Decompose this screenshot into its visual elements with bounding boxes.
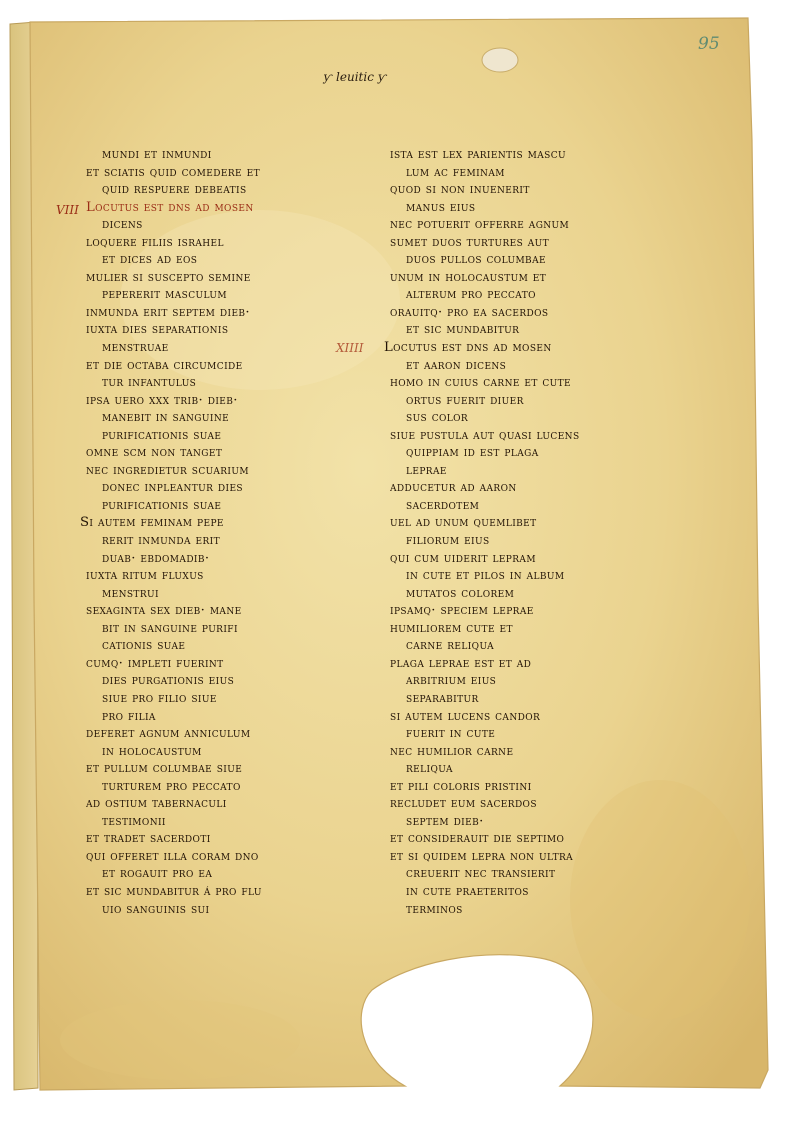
text-line: in cute et pilos in album — [406, 568, 565, 584]
text-line: leprae — [406, 462, 447, 478]
text-line: dies purgationis eius — [102, 673, 235, 689]
text-line: terminos — [406, 901, 463, 917]
text-line: quod si non inuenerit — [390, 182, 530, 198]
text-line: manus eius — [406, 199, 476, 215]
text-line: in holocaustum — [102, 743, 202, 759]
text-line: nec ingredietur scuarium — [86, 462, 249, 478]
text-line: et considerauit die septimo — [390, 831, 565, 847]
text-line: plaga leprae est et ad — [390, 655, 532, 671]
text-line: testimonii — [102, 813, 166, 829]
text-line: uel ad unum quemlibet — [390, 515, 537, 531]
rubric-line: Locutus est dns ad mosen — [86, 199, 254, 215]
text-line: tur infantulus — [102, 375, 197, 391]
text-line: menstruae — [102, 340, 169, 356]
text-line: mulier si suscepto semine — [86, 269, 251, 285]
text-line: septem dieb· — [406, 813, 484, 829]
text-line: et rogauit pro ea — [102, 866, 213, 882]
text-line: bit in sanguine purifi — [102, 620, 238, 636]
text-line: duab· ebdomadib· — [102, 550, 210, 566]
text-line: rerit inmunda erit — [102, 533, 220, 549]
text-line: menstrui — [102, 585, 159, 601]
text-line: reliqua — [406, 761, 453, 777]
text-line: uio sanguinis sui — [102, 901, 210, 917]
text-line: arbitrium eius — [406, 673, 497, 689]
text-line: quid respuere debeatis — [102, 182, 247, 198]
text-line: Locutus est dns ad mosen — [384, 340, 552, 356]
text-line: dicens — [102, 217, 143, 233]
text-line: ortus fuerit diuer — [406, 392, 524, 408]
text-line: purificationis suae — [102, 427, 222, 443]
text-line: et si quidem lepra non ultra — [390, 848, 574, 864]
text-line: qui offeret illa coram dno — [86, 848, 259, 864]
text-line: mundi et inmundi — [102, 147, 212, 162]
chapter-number-left: VIII — [56, 203, 79, 217]
text-line: creuerit nec transierit — [406, 866, 556, 882]
text-line: humiliorem cute et — [390, 620, 513, 636]
text-line: siue pustula aut quasi lucens — [390, 427, 580, 443]
text-line: ad ostium tabernaculi — [86, 796, 227, 812]
text-line: recludet eum sacerdos — [390, 796, 537, 812]
text-line: sumet duos turtures aut — [390, 234, 550, 250]
text-line: cationis suae — [102, 638, 186, 654]
text-line: inmunda erit septem dieb· — [86, 304, 251, 320]
text-line: pepererit masculum — [102, 287, 227, 303]
running-header: ƴ leuitic ƴ — [323, 70, 387, 84]
chapter-number-right: XIIII — [336, 341, 364, 355]
text-line: et tradet sacerdoti — [86, 831, 211, 847]
text-line: qui cum uiderit lepram — [390, 550, 536, 566]
text-line: deferet agnum anniculum — [86, 726, 251, 742]
folio-number: 95 — [698, 34, 720, 54]
text-line: orauitq· pro ea sacerdos — [390, 304, 549, 320]
text-line: sexaginta sex dieb· mane — [86, 603, 242, 619]
text-line: alterum pro peccato — [406, 287, 536, 303]
text-line: unum in holocaustum et — [390, 269, 547, 285]
text-line: sacerdotem — [406, 497, 480, 513]
text-line: adducetur ad aaron — [390, 480, 517, 496]
text-line: mutatos colorem — [406, 585, 515, 601]
text-line: ipsamq· speciem leprae — [390, 603, 534, 619]
text-line: nec humilior carne — [390, 743, 514, 759]
text-line: et pili coloris pristini — [390, 778, 532, 794]
left-text-column — [80, 146, 348, 918]
text-line: filiorum eius — [406, 533, 490, 549]
text-line: manebit in sanguine — [102, 410, 230, 426]
text-line: turturem pro peccato — [102, 778, 241, 794]
text-line: et die octaba circumcide — [86, 357, 243, 373]
text-line: ista est lex parientis mascu — [390, 147, 566, 162]
text-line: donec inpleantur dies — [102, 480, 243, 496]
text-line: Si autem feminam pepe — [80, 515, 224, 531]
text-line: siue pro filio siue — [102, 690, 217, 706]
right-text-column — [384, 146, 642, 918]
text-line: iuxta dies separationis — [86, 322, 229, 338]
text-line: quippiam id est plaga — [406, 445, 539, 461]
text-line: et sic mundabitur á pro flu — [86, 883, 262, 899]
text-line: cumq· impleti fuerint — [86, 655, 224, 671]
text-line: nec potuerit offerre agnum — [390, 217, 570, 233]
text-line: et aaron dicens — [406, 357, 507, 373]
text-line: iuxta ritum fluxus — [86, 568, 204, 584]
text-line: carne reliqua — [406, 638, 495, 654]
text-line: purificationis suae — [102, 497, 222, 513]
text-line: lum ac feminam — [406, 164, 505, 180]
text-line: omne scm non tanget — [86, 445, 223, 461]
text-line: duos pullos columbae — [406, 252, 546, 268]
text-line: homo in cuius carne et cute — [390, 375, 572, 391]
text-line: et dices ad eos — [102, 252, 198, 268]
text-line: in cute praeteritos — [406, 883, 529, 899]
text-line: fuerit in cute — [406, 726, 496, 742]
text-line: separabitur — [406, 690, 479, 706]
text-line: et pullum columbae siue — [86, 761, 243, 777]
text-line: ipsa uero xxx trib· dieb· — [86, 392, 238, 408]
text-line: et sciatis quid comedere et — [86, 164, 260, 180]
text-line: loquere filiis israhel — [86, 234, 224, 250]
text-line: si autem lucens candor — [390, 708, 541, 724]
text-line: et sic mundabitur — [406, 322, 520, 338]
text-line: sus color — [406, 410, 469, 426]
text-line: pro filia — [102, 708, 156, 724]
